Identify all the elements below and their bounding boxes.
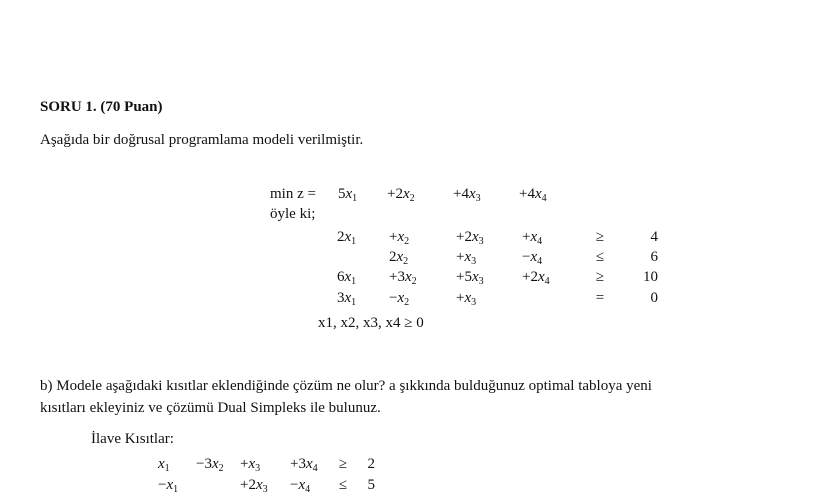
constraint-1-rhs: 4 [650, 229, 658, 245]
constraint-4-term-2: $-x_2$ [389, 290, 410, 308]
part-b-line-1: b) Modele aşağıdaki kısıtlar eklendiğinde çözüm ne olur? a şıkkında bulduğunuz optimal tabloya yeni [40, 378, 652, 394]
constraint-3-rhs: 10 [643, 269, 658, 285]
constraint-4-relation: = [595, 290, 605, 306]
constraint-1-term-3: $+2x_3$ [456, 229, 484, 247]
extra-constraint-1-term-2: $-3x_2$ [196, 456, 224, 474]
extra-constraint-1-relation: ≥ [338, 456, 348, 472]
constraint-2-term-4: $-x_4$ [522, 249, 543, 267]
objective-term-1: $5x_1$ [338, 186, 358, 204]
extra-constraints-label: İlave Kısıtlar: [91, 431, 174, 447]
constraint-3-relation: ≥ [595, 269, 605, 285]
constraint-1-term-2: $+x_2$ [389, 229, 410, 247]
constraint-4-term-1: $3x_1$ [337, 290, 357, 308]
constraint-2-rhs: 6 [650, 249, 658, 265]
extra-constraint-1-term-3: $+x_3$ [240, 456, 261, 474]
question-intro: Aşağıda bir doğrusal programlama modeli verilmiştir. [40, 132, 364, 148]
constraint-3-term-4: $+2x_4$ [522, 269, 550, 287]
constraint-4-term-3: $+x_3$ [456, 290, 477, 308]
objective-term-3: $+4x_3$ [453, 186, 481, 204]
extra-constraint-2-term-1: $-x_1$ [158, 477, 179, 495]
constraint-2-term-2: $2x_2$ [389, 249, 409, 267]
extra-constraint-1-term-1: $x_1$ [158, 456, 170, 474]
objective-label: min z = [270, 186, 316, 202]
constraint-4-rhs: 0 [650, 290, 658, 306]
extra-constraint-2-term-3: $+2x_3$ [240, 477, 268, 495]
extra-constraint-1-term-4: $+3x_4$ [290, 456, 318, 474]
constraint-2-relation: ≤ [595, 249, 605, 265]
constraint-1-relation: ≥ [595, 229, 605, 245]
part-b-line-2: kısıtları ekleyiniz ve çözümü Dual Simpleks ile bulunuz. [40, 400, 381, 416]
objective-term-4: $+4x_4$ [519, 186, 547, 204]
nonnegativity-constraint: x1, x2, x3, x4 ≥ 0 [318, 315, 424, 331]
constraint-1-term-4: $+x_4$ [522, 229, 543, 247]
extra-constraint-1-rhs: 2 [367, 456, 375, 472]
constraint-1-term-1: $2x_1$ [337, 229, 357, 247]
objective-term-2: $+2x_2$ [387, 186, 415, 204]
question-title: SORU 1. (70 Puan) [40, 99, 163, 115]
subject-to-label: öyle ki; [270, 206, 316, 222]
extra-constraint-2-relation: ≤ [338, 477, 348, 493]
constraint-3-term-1: $6x_1$ [337, 269, 357, 287]
extra-constraint-2-rhs: 5 [367, 477, 375, 493]
extra-constraint-2-term-4: $-x_4$ [290, 477, 311, 495]
constraint-3-term-2: $+3x_2$ [389, 269, 417, 287]
constraint-3-term-3: $+5x_3$ [456, 269, 484, 287]
constraint-2-term-3: $+x_3$ [456, 249, 477, 267]
